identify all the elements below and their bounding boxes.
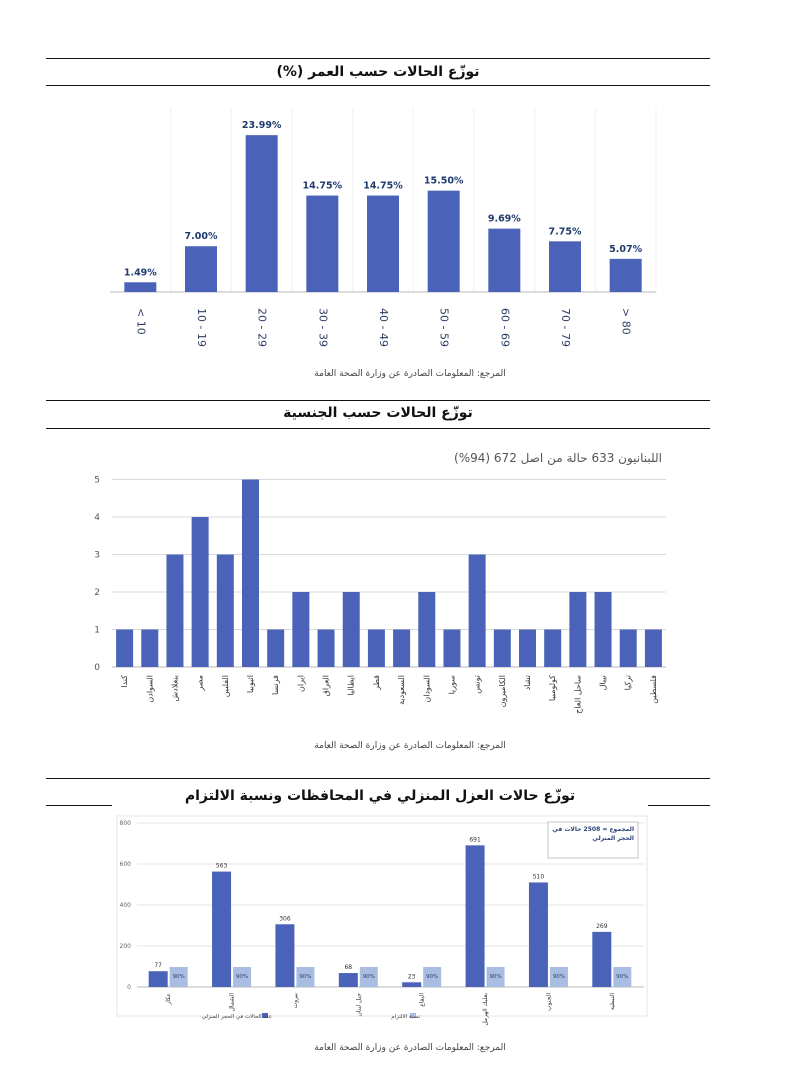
nationality-bar	[343, 592, 360, 667]
section3-right-rule	[648, 805, 710, 806]
nationality-bar	[443, 630, 460, 668]
nationality-category-label: ايران	[296, 675, 306, 692]
nationality-bar	[620, 630, 637, 668]
age-bar	[549, 241, 581, 292]
nationality-bar	[141, 630, 158, 668]
nationality-category-label: ساحل العاج	[573, 675, 583, 714]
isolation-cases-bar	[466, 845, 485, 987]
nationality-category-label: سوريا	[447, 675, 457, 695]
age-bar	[246, 135, 278, 292]
age-category-label: 30 - 39	[316, 308, 330, 347]
age-bar	[124, 282, 156, 292]
isolation-y-tick: 0	[127, 984, 131, 991]
isolation-category-label: الجنوب	[545, 993, 553, 1011]
isolation-y-tick: 200	[119, 943, 131, 950]
nationality-bar	[418, 592, 435, 667]
isolation-cases-bar	[149, 971, 168, 987]
nationality-bar	[469, 555, 486, 668]
nationality-chart-title: توزّع الحالات حسب الجنسية	[283, 405, 473, 421]
nationality-y-tick: 2	[94, 588, 100, 598]
isolation-cases-label: 306	[279, 915, 291, 923]
isolation-category-label: بيروت	[291, 993, 299, 1009]
nationality-category-label: ايطاليا	[346, 675, 356, 696]
nationality-bar	[166, 555, 183, 668]
age-bar-value-label: 5.07%	[609, 243, 643, 255]
nationality-bar	[595, 592, 612, 667]
isolation-cases-bar	[529, 882, 548, 987]
section1-top-rule	[46, 58, 710, 59]
age-bar-value-label: 14.75%	[302, 180, 343, 192]
age-bar-value-label: 23.99%	[241, 120, 282, 132]
nationality-category-label: الفلبين	[220, 675, 230, 698]
nationality-bar	[267, 630, 284, 668]
nationality-category-label: نيبال	[598, 675, 608, 691]
nationality-bar	[569, 592, 586, 667]
nationality-y-tick: 4	[94, 513, 100, 523]
nationality-chart-source: المرجع: المعلومات الصادرة عن وزارة الصحة العامة	[314, 741, 506, 751]
age-bar	[610, 259, 642, 292]
isolation-cases-label: 68	[344, 964, 353, 972]
isolation-cases-bar	[212, 872, 231, 987]
age-bar	[185, 246, 217, 292]
nationality-category-label: السودان	[422, 675, 432, 703]
age-bar	[488, 229, 520, 292]
isolation-cases-bar	[592, 932, 611, 987]
nationality-category-label: بنغلادش	[170, 675, 180, 702]
nationality-category-label: السوادن	[145, 675, 155, 703]
nationality-bar	[544, 630, 561, 668]
isolation-chart-source: المرجع: المعلومات الصادرة عن وزارة الصحة العامة	[314, 1043, 506, 1053]
isolation-cases-label: 23	[407, 973, 416, 981]
nationality-y-tick: 3	[94, 550, 100, 561]
age-category-label: 50 - 59	[437, 308, 451, 347]
age-chart	[0, 100, 800, 400]
nationality-category-label: العراق	[321, 675, 331, 697]
age-bar-value-label: 1.49%	[123, 267, 157, 279]
age-bar	[367, 196, 399, 292]
nationality-chart	[0, 460, 800, 760]
isolation-cases-label: 269	[596, 922, 608, 930]
nationality-y-tick: 0	[94, 663, 100, 673]
section2-top-rule	[46, 400, 710, 401]
nationality-category-label: الكاميرون	[497, 675, 507, 708]
isolation-legend-label-cases: عدد الحالات في الحجر المنزلي	[201, 1014, 272, 1020]
section3-top-rule	[46, 778, 710, 779]
nationality-category-label: قطر	[371, 675, 381, 690]
age-bar-value-label: 14.75%	[363, 180, 403, 192]
nationality-bar	[116, 630, 133, 668]
nationality-category-label: فلسطين	[648, 675, 658, 704]
isolation-y-tick: 800	[119, 820, 131, 827]
isolation-compliance-label: 90%	[616, 974, 629, 980]
age-bar	[306, 196, 338, 292]
isolation-category-label: النبطية	[608, 993, 616, 1011]
age-category-label: 60 - 69	[498, 308, 512, 347]
isolation-cases-label: 691	[469, 836, 481, 844]
age-category-label: < 10	[134, 308, 148, 335]
isolation-compliance-label: 90%	[172, 974, 185, 980]
nationality-annotation: اللبنانيون 633 حالة من اصل 672 (94%)	[454, 451, 662, 465]
isolation-chart	[0, 812, 800, 1052]
isolation-y-tick: 400	[119, 902, 131, 909]
age-category-label: 70 - 79	[559, 308, 572, 347]
age-chart-title: توزّع الحالات حسب العمر (%)	[276, 64, 480, 80]
nationality-category-label: اثيوبيا	[246, 675, 255, 694]
nationality-bar	[242, 480, 259, 668]
section2-bottom-rule	[46, 428, 710, 429]
isolation-category-label: عكار	[165, 993, 173, 1005]
nationality-category-label: السعودية	[397, 675, 407, 705]
age-category-label: 40 - 49	[377, 308, 390, 347]
nationality-bar	[192, 517, 209, 667]
nationality-bar	[393, 630, 410, 668]
isolation-cases-bar	[339, 973, 358, 987]
nationality-bar	[645, 630, 662, 668]
isolation-legend-label-compliance: نسبة الالتزام	[391, 1014, 420, 1020]
age-bar-value-label: 7.75%	[548, 226, 582, 238]
nationality-y-tick: 1	[94, 625, 100, 636]
nationality-bar	[494, 630, 511, 668]
isolation-total-box-text-wrap	[552, 825, 634, 855]
age-bar	[428, 191, 460, 292]
nationality-bar	[318, 630, 335, 668]
isolation-compliance-label: 90%	[426, 974, 439, 980]
isolation-cases-bar	[402, 982, 421, 987]
nationality-category-label: كندا	[120, 675, 130, 688]
nationality-bar	[217, 555, 234, 668]
isolation-y-tick: 600	[119, 861, 131, 868]
nationality-category-label: مصر	[195, 675, 205, 691]
isolation-cases-label: 77	[154, 962, 163, 970]
isolation-cases-label: 510	[532, 873, 545, 881]
isolation-compliance-label: 90%	[235, 974, 249, 980]
isolation-chart-title: توزّع حالات العزل المنزلي في المحافظات ونسبة الالتزام	[184, 788, 576, 804]
age-bar-value-label: 7.00%	[184, 231, 218, 243]
isolation-compliance-label: 90%	[299, 974, 312, 980]
age-chart-source: المرجع: المعلومات الصادرة عن وزارة الصحة العامة	[314, 369, 506, 379]
age-category-label: 10 - 19	[195, 308, 208, 347]
nationality-bar	[292, 592, 309, 667]
nationality-category-label: تونس	[472, 675, 482, 694]
isolation-compliance-label: 90%	[489, 974, 502, 980]
age-bar-value-label: 15.50%	[423, 175, 464, 187]
nationality-category-label: كولومبيا	[548, 675, 558, 702]
isolation-category-label: بعلبك الهرمل	[482, 993, 490, 1026]
nationality-category-label: تشاد	[523, 675, 532, 691]
nationality-category-label: تركيا	[623, 675, 633, 691]
isolation-compliance-label: 90%	[362, 974, 375, 980]
isolation-cases-bar	[275, 924, 294, 987]
section3-left-rule	[46, 805, 112, 806]
isolation-total-text: المجموع = 2508 حالات في الحجر المنزلي	[552, 826, 634, 842]
nationality-y-tick: 5	[94, 475, 100, 486]
age-category-label: > 80	[619, 308, 633, 335]
age-bar-value-label: 9.69%	[487, 213, 521, 225]
isolation-cases-label: 563	[215, 862, 228, 870]
nationality-bar	[368, 630, 385, 668]
age-category-label: 20 - 29	[255, 308, 269, 347]
section1-bottom-rule	[46, 85, 710, 86]
nationality-bar	[519, 630, 536, 668]
nationality-category-label: فرنسا	[271, 675, 281, 696]
isolation-category-label: البقاع	[418, 993, 426, 1007]
isolation-category-label: الشمال	[228, 993, 236, 1012]
isolation-category-label: جبل لبنان	[355, 993, 363, 1017]
isolation-compliance-label: 90%	[552, 974, 566, 980]
